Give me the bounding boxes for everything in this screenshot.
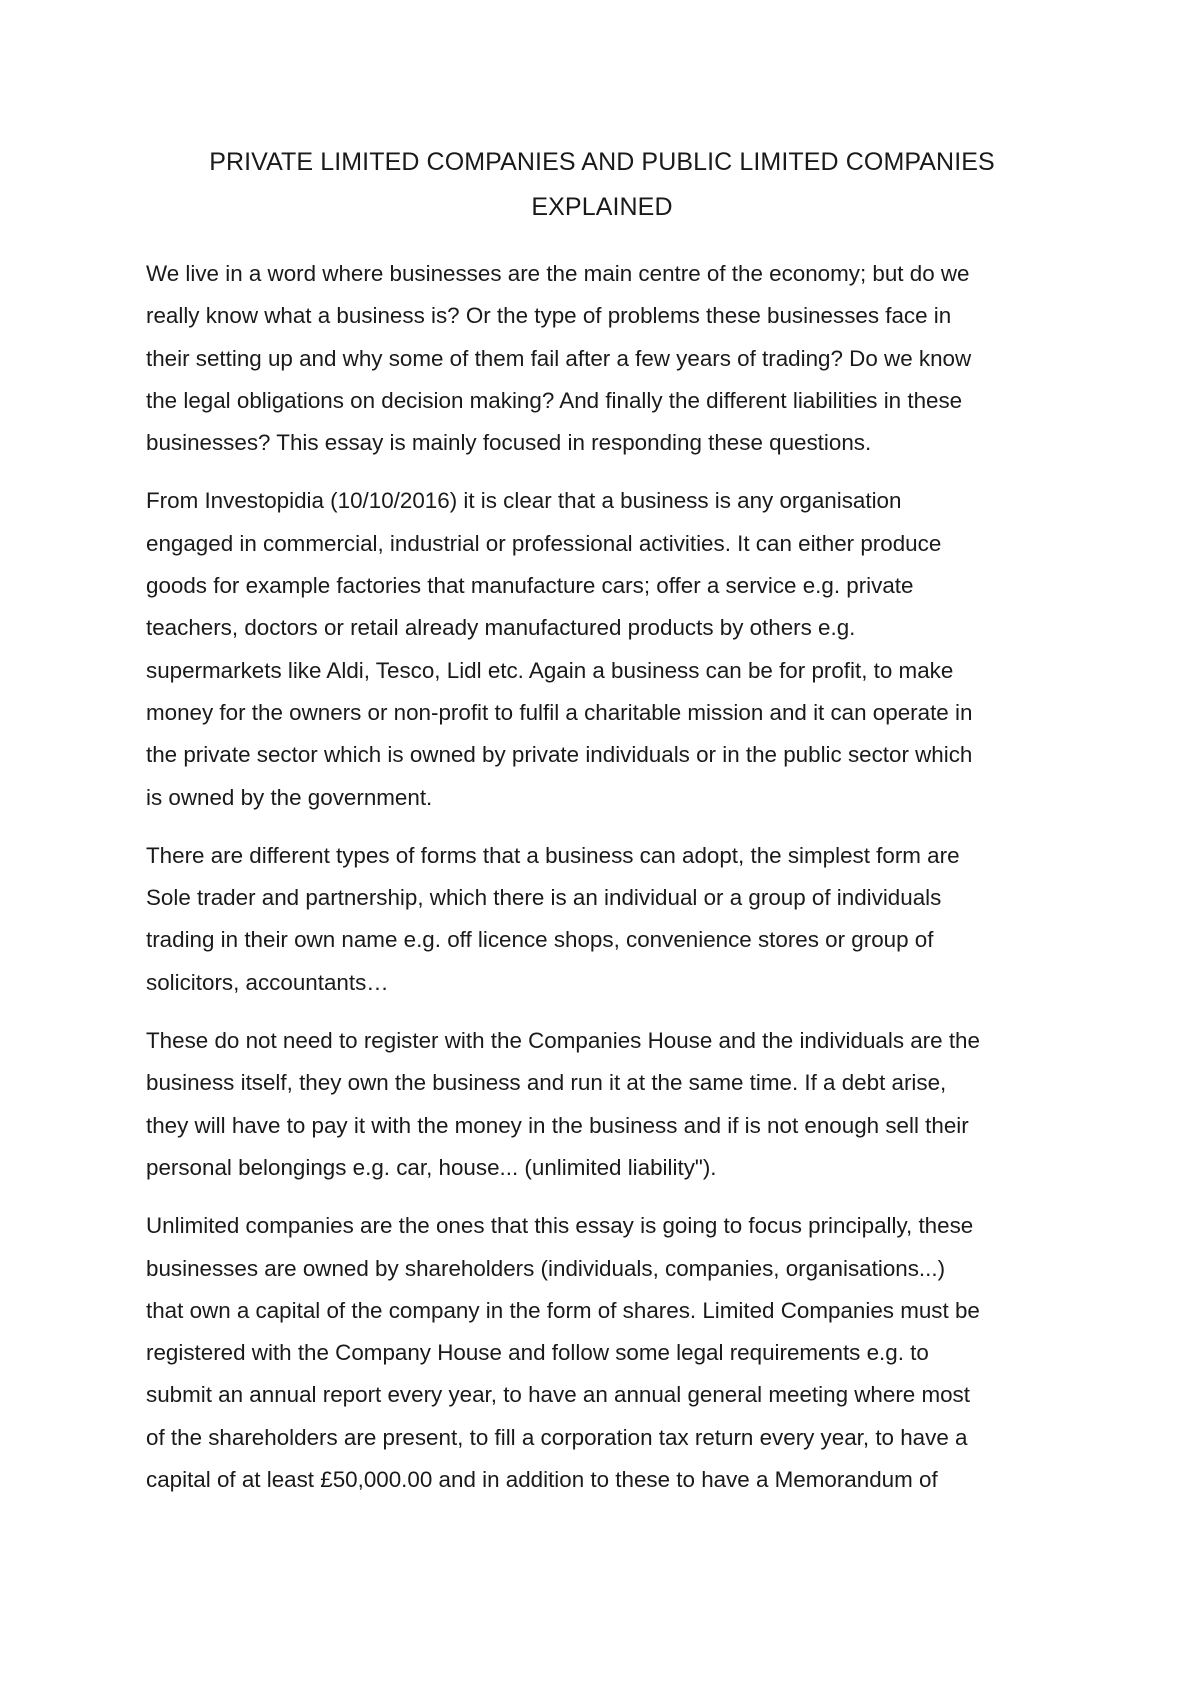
text-line: personal belongings e.g. car, house... (unlimited liability"). (146, 1154, 717, 1180)
text-line: goods for example factories that manufacture cars; offer a service e.g. private (146, 573, 914, 599)
text-line: We live in a word where businesses are the main centre of the economy; but do we (146, 261, 970, 286)
paragraph-limited-companies (146, 1205, 1066, 1501)
text-line: These do not need to register with the Companies House and the individuals are the (146, 1028, 980, 1054)
text-line: that own a capital of the company in the form of shares. Limited Companies must be (146, 1297, 980, 1323)
text-line: Unlimited companies are the ones that this essay is going to focus principally, these (146, 1213, 974, 1239)
text-line: of the shareholders are present, to fill a corporation tax return every year, to have a (146, 1424, 968, 1450)
text-line: trading in their own name e.g. off licence shops, convenience stores or group of (146, 927, 934, 953)
paragraph-intro (146, 253, 1066, 464)
text-line: the private sector which is owned by private individuals or in the public sector which (146, 742, 973, 768)
text-line: businesses are owned by shareholders (individuals, companies, organisations...) (146, 1255, 946, 1281)
paragraph-unlimited-liability (146, 1020, 1066, 1189)
text-line: submit an annual report every year, to have an annual general meeting where most (146, 1382, 970, 1408)
text-line: business itself, they own the business and run it at the same time. If a debt arise, (146, 1070, 947, 1096)
text-line: businesses? This essay is mainly focused in responding these questions. (146, 430, 872, 456)
text-line: engaged in commercial, industrial or professional activities. It can either produce (146, 530, 942, 556)
document-title (146, 140, 1058, 230)
text-line: teachers, doctors or retail already manufactured products by others e.g. (146, 615, 856, 641)
document-body (146, 253, 1066, 1517)
text-line: is owned by the government. (146, 784, 433, 810)
text-line: money for the owners or non-profit to fulfil a charitable mission and it can operate in (146, 699, 973, 725)
text-line: solicitors, accountants… (146, 969, 389, 995)
text-line: they will have to pay it with the money in the business and if is not enough sell their (146, 1112, 969, 1138)
text-line: From Investopidia (10/10/2016) it is clear that a business is any organisation (146, 488, 902, 514)
text-line: their setting up and why some of them fail after a few years of trading? Do we know (146, 345, 972, 371)
text-line: registered with the Company House and follow some legal requirements e.g. to (146, 1340, 929, 1366)
text-line: the legal obligations on decision making? And finally the different liabilities in these (146, 387, 963, 413)
text-line: capital of at least £50,000.00 and in addition to these to have a Memorandum of (146, 1467, 938, 1493)
text-line: supermarkets like Aldi, Tesco, Lidl etc. Again a business can be for profit, to make (146, 657, 954, 683)
text-line: There are different types of forms that a business can adopt, the simplest form are (146, 842, 960, 868)
text-line: Sole trader and partnership, which there is an individual or a group of individuals (146, 885, 942, 911)
title-line: PRIVATE LIMITED COMPANIES AND PUBLIC LIMITED COMPANIES (209, 148, 995, 176)
paragraph-business-forms (146, 835, 1066, 1004)
text-line: really know what a business is? Or the type of problems these businesses face in (146, 303, 952, 329)
paragraph-definition (146, 480, 1066, 818)
title-line: EXPLAINED (531, 193, 673, 221)
